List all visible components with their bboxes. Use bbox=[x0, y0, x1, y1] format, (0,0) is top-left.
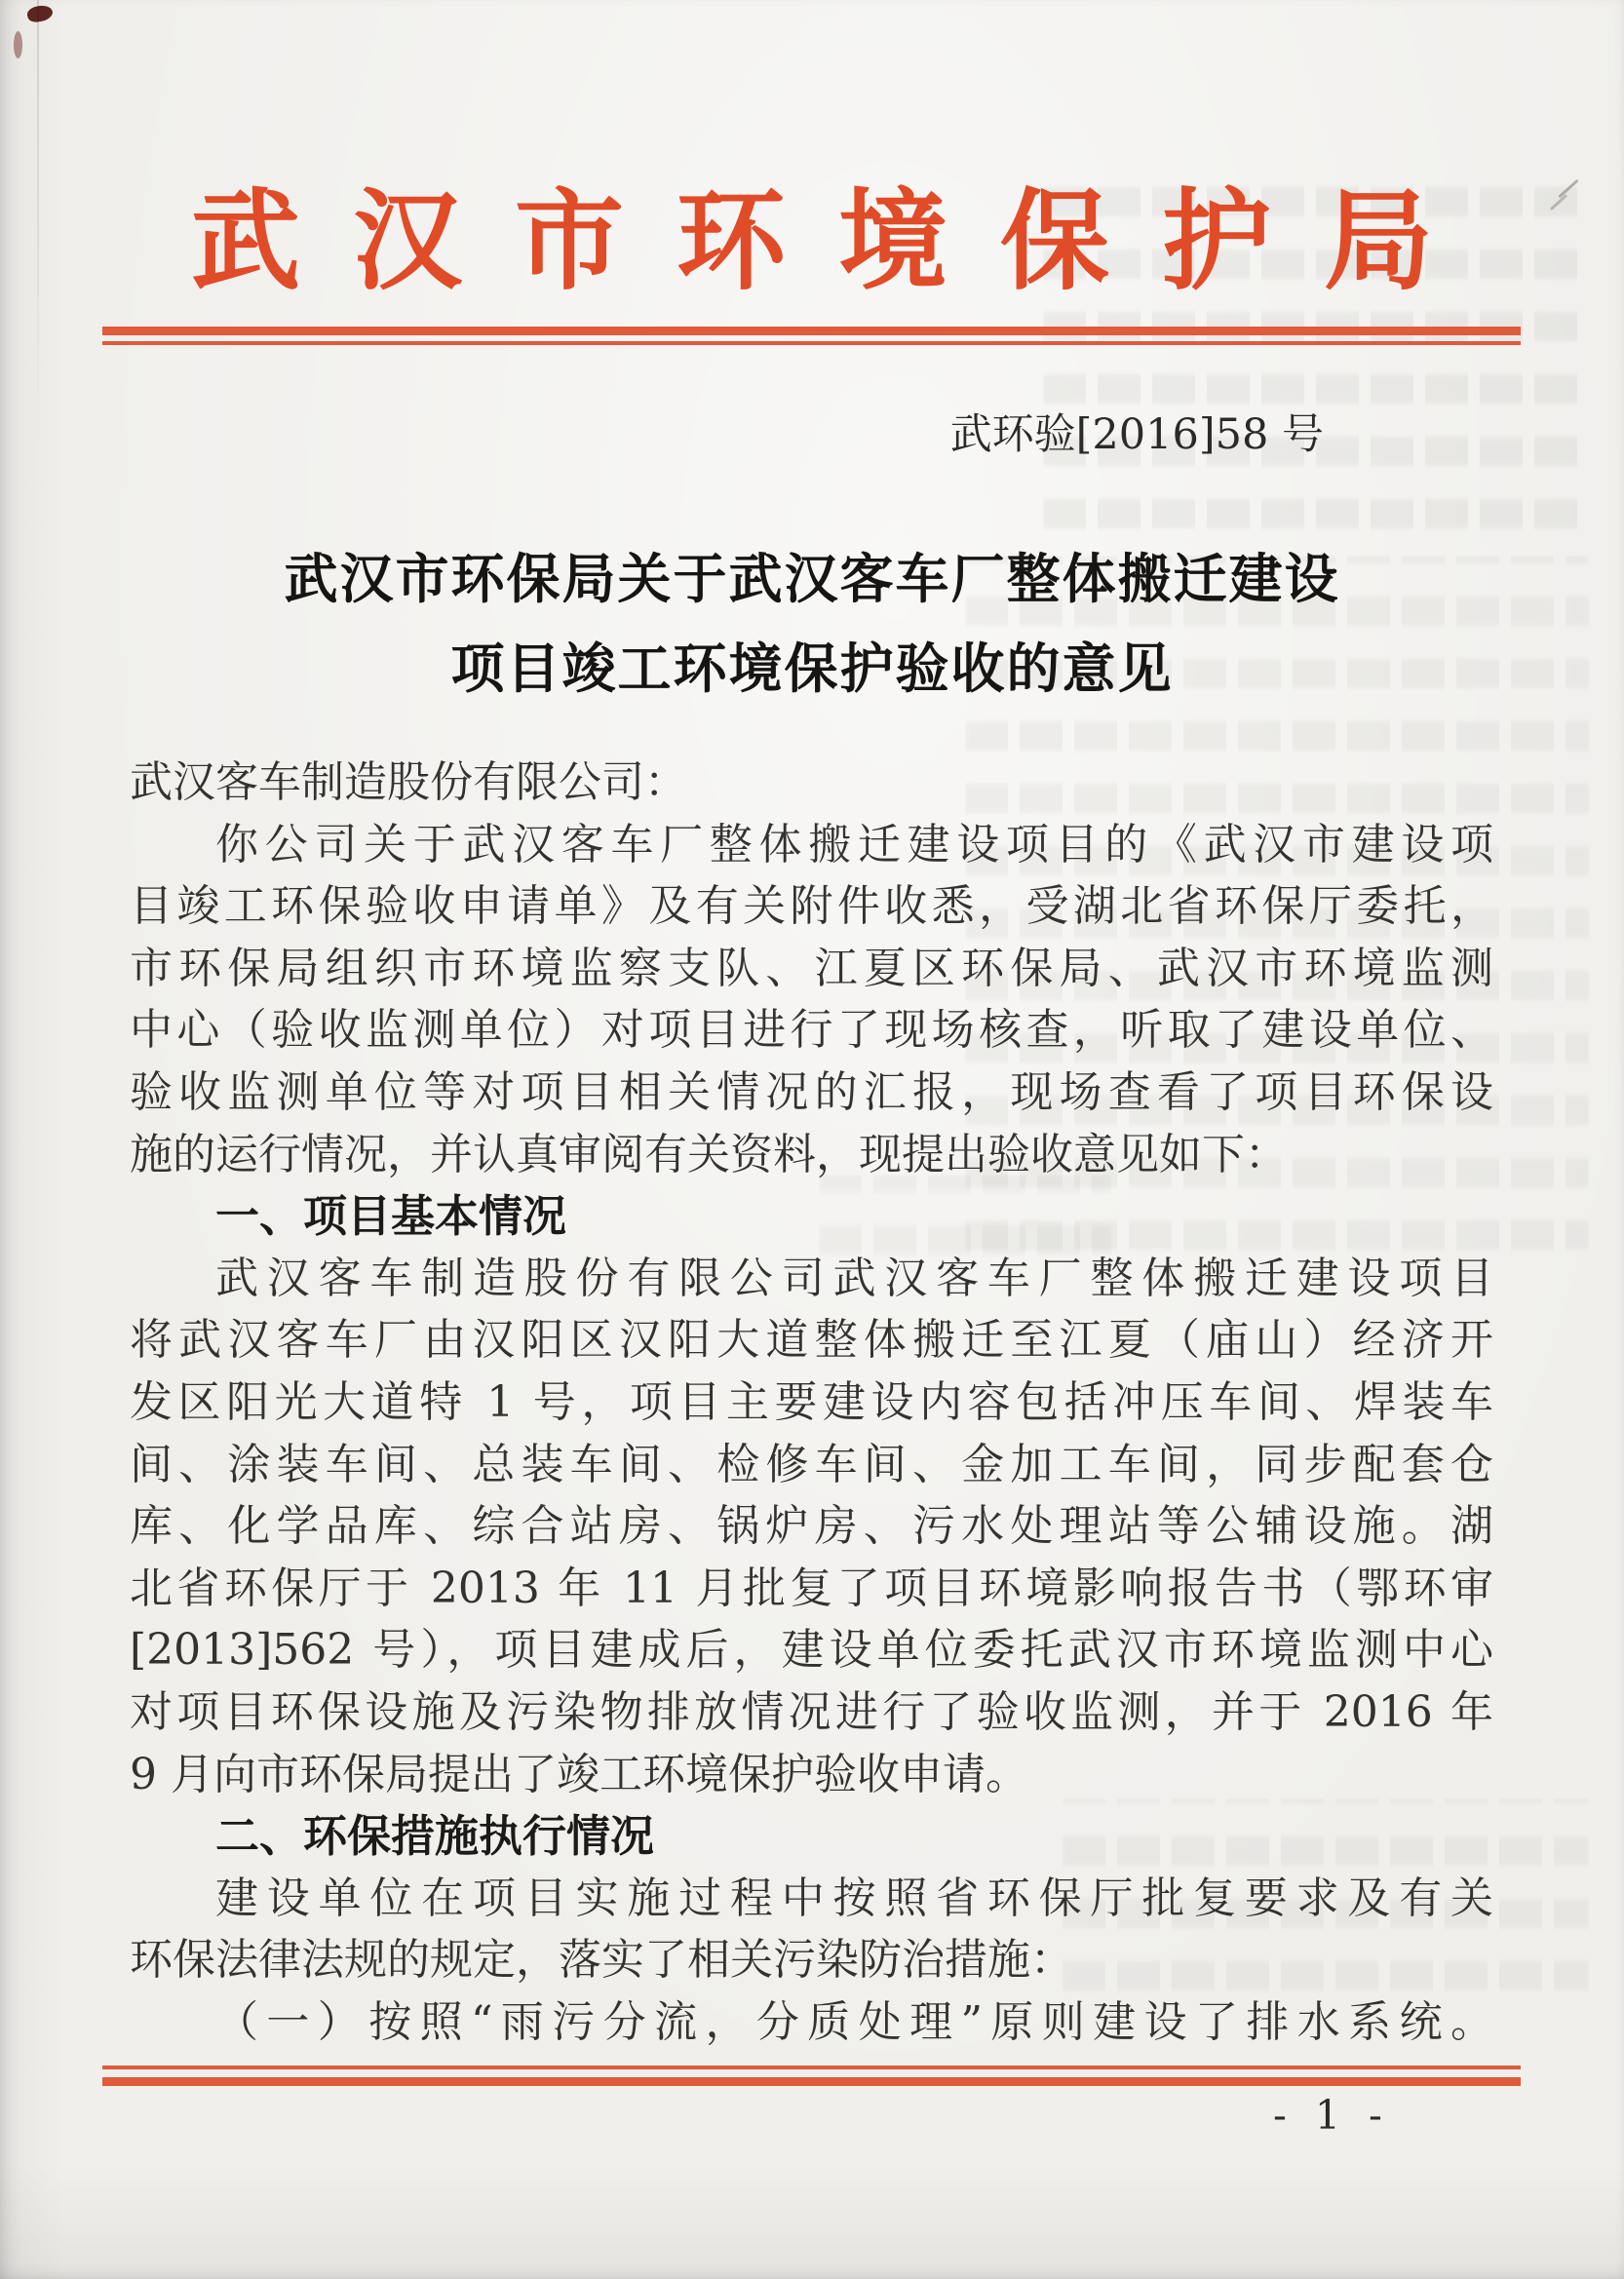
body-line: 将武汉客车厂由汉阳区汉阳大道整体搬迁至江夏（庙山）经济开 bbox=[130, 1315, 1493, 1366]
letterhead-rule-thin bbox=[102, 341, 1521, 345]
scan-artifact-corner-mark bbox=[14, 31, 22, 58]
body-line: 中心（验收监测单位）对项目进行了现场核查，听取了建设单位、 bbox=[130, 1005, 1493, 1056]
body-line: 发区阳光大道特 1 号，项目主要建设内容包括冲压车间、焊装车 bbox=[130, 1376, 1493, 1427]
body-line: 验收监测单位等对项目相关情况的汇报，现场查看了项目环保设 bbox=[130, 1066, 1493, 1117]
document-title-line2: 项目竣工环境保护验收的意见 bbox=[450, 637, 1174, 700]
section-heading: 二、环保措施执行情况 bbox=[215, 1810, 655, 1863]
letterhead-org-name: 武汉市环境保护局 bbox=[191, 177, 1486, 305]
body-line: 9 月向市环保局提出了竣工环境保护验收申请。 bbox=[130, 1749, 1028, 1799]
body-line: 北省环保厅于 2013 年 11 月批复了项目环境影响报告书（鄂环审 bbox=[130, 1563, 1493, 1613]
body-line: 施的运行情况，并认真审阅有关资料，现提出验收意见如下： bbox=[130, 1129, 1288, 1179]
body-line: 间、涂装车间、总装车间、检修车间、金加工车间，同步配套仓 bbox=[130, 1439, 1493, 1489]
page-number: - 1 - bbox=[1273, 2092, 1390, 2139]
salutation-line: 武汉客车制造股份有限公司： bbox=[130, 757, 687, 807]
body-line: 建设单位在项目实施过程中按照省环保厅批复要求及有关 bbox=[215, 1873, 1493, 1923]
body-line: 武汉客车制造股份有限公司武汉客车厂整体搬迁建设项目 bbox=[215, 1253, 1493, 1303]
scan-artifact-corner-mark bbox=[25, 3, 54, 24]
body-line: （一）按照“雨污分流，分质处理”原则建设了排水系统。 bbox=[215, 1996, 1493, 2047]
body-line: 市环保局组织市环境监察支队、江夏区环保局、武汉市环境监测 bbox=[130, 943, 1493, 993]
body-line: [2013]562 号），项目建成后，建设单位委托武汉市环境监测中心 bbox=[130, 1625, 1493, 1676]
section-heading: 一、项目基本情况 bbox=[215, 1190, 567, 1243]
footer-rule-thick bbox=[102, 2077, 1521, 2086]
body-line: 环保法律法规的规定，落实了相关污染防治措施： bbox=[130, 1935, 1073, 1986]
document-body bbox=[130, 752, 1493, 2053]
body-line: 库、化学品库、综合站房、锅炉房、污水处理站等公辅设施。湖 bbox=[130, 1501, 1493, 1552]
document-title-line1: 武汉市环保局关于武汉客车厂整体搬迁建设 bbox=[284, 548, 1340, 610]
document-number: 武环验[2016]58 号 bbox=[949, 410, 1324, 459]
letterhead-rule-thick bbox=[102, 327, 1521, 335]
body-line: 目竣工环保验收申请单》及有关附件收悉，受湖北省环保厅委托， bbox=[130, 881, 1493, 932]
document-title bbox=[0, 534, 1624, 714]
body-line: 对项目环保设施及污染物排放情况进行了验收监测，并于 2016 年 bbox=[130, 1686, 1493, 1737]
body-line: 你公司关于武汉客车厂整体搬迁建设项目的《武汉市建设项 bbox=[215, 819, 1493, 869]
letterhead bbox=[0, 154, 1624, 311]
footer-rule-thin bbox=[102, 2066, 1521, 2069]
